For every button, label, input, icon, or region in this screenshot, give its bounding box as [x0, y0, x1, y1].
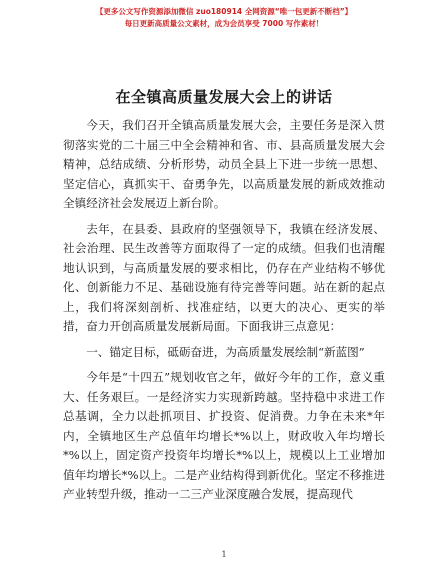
- document-title: 在全镇高质量发展大会上的讲话: [115, 88, 333, 106]
- document-body: [63, 116, 385, 507]
- promo-banner: [0, 6, 448, 30]
- paragraph-goals: 今年是“十四五”规划收官之年，做好今年的工作，意义重大、任务艰巨。一是经济实力实现新跨越。坚持稳中求进工作总基调，全力以赴抓项目、扩投资、促消费。力争在未来*年内，全镇地区生产总值年均增长*%以上，财政收入年均增长*%以上，固定资产投资年均增长*%以上，规模以上工业增加值年均增长*%以上。二是产业结构得到新优化。坚定不移推进产业转型升级，推动一二三产业深度融合发展，提高现代: [63, 370, 385, 501]
- paragraph-intro: 今天，我们召开全镇高质量发展大会，主要任务是深入贯彻落实党的二十届三中全会精神和省、市、县高质量发展大会精神，总结成绩、分析形势，动员全县上下进一步统一思想、坚定信心，真抓实干、奋勇争先，以高质量发展的新成效推动全镇经济社会发展迈上新台阶。: [63, 118, 385, 210]
- promo-line-2: 每日更新高质量公文素材，成为会员享受 7000 写作素材！: [124, 19, 324, 28]
- section-heading-1: 一、锚定目标，砥砺奋进，为高质量发展绘制“新蓝图”: [86, 344, 365, 359]
- promo-line-1: 【更多公文写作资源添加微信 zuo180914 全网资源“唯一包更新不断档”】: [95, 7, 353, 16]
- paragraph-review: 去年，在县委、县政府的坚强领导下，我镇在经济发展、社会治理、民生改善等方面取得了一定的成绩。但我们也清醒地认识到，与高质量发展的要求相比，仍存在产业结构不够优化、创新能力不足、基础设施有待完善等问题。站在新的起点上，我们将深刻剖析、找准症结，以更大的决心、更实的举措，奋力开创高质量发展新局面。下面我讲三点意见：: [63, 221, 385, 333]
- page-number: 1: [221, 550, 227, 559]
